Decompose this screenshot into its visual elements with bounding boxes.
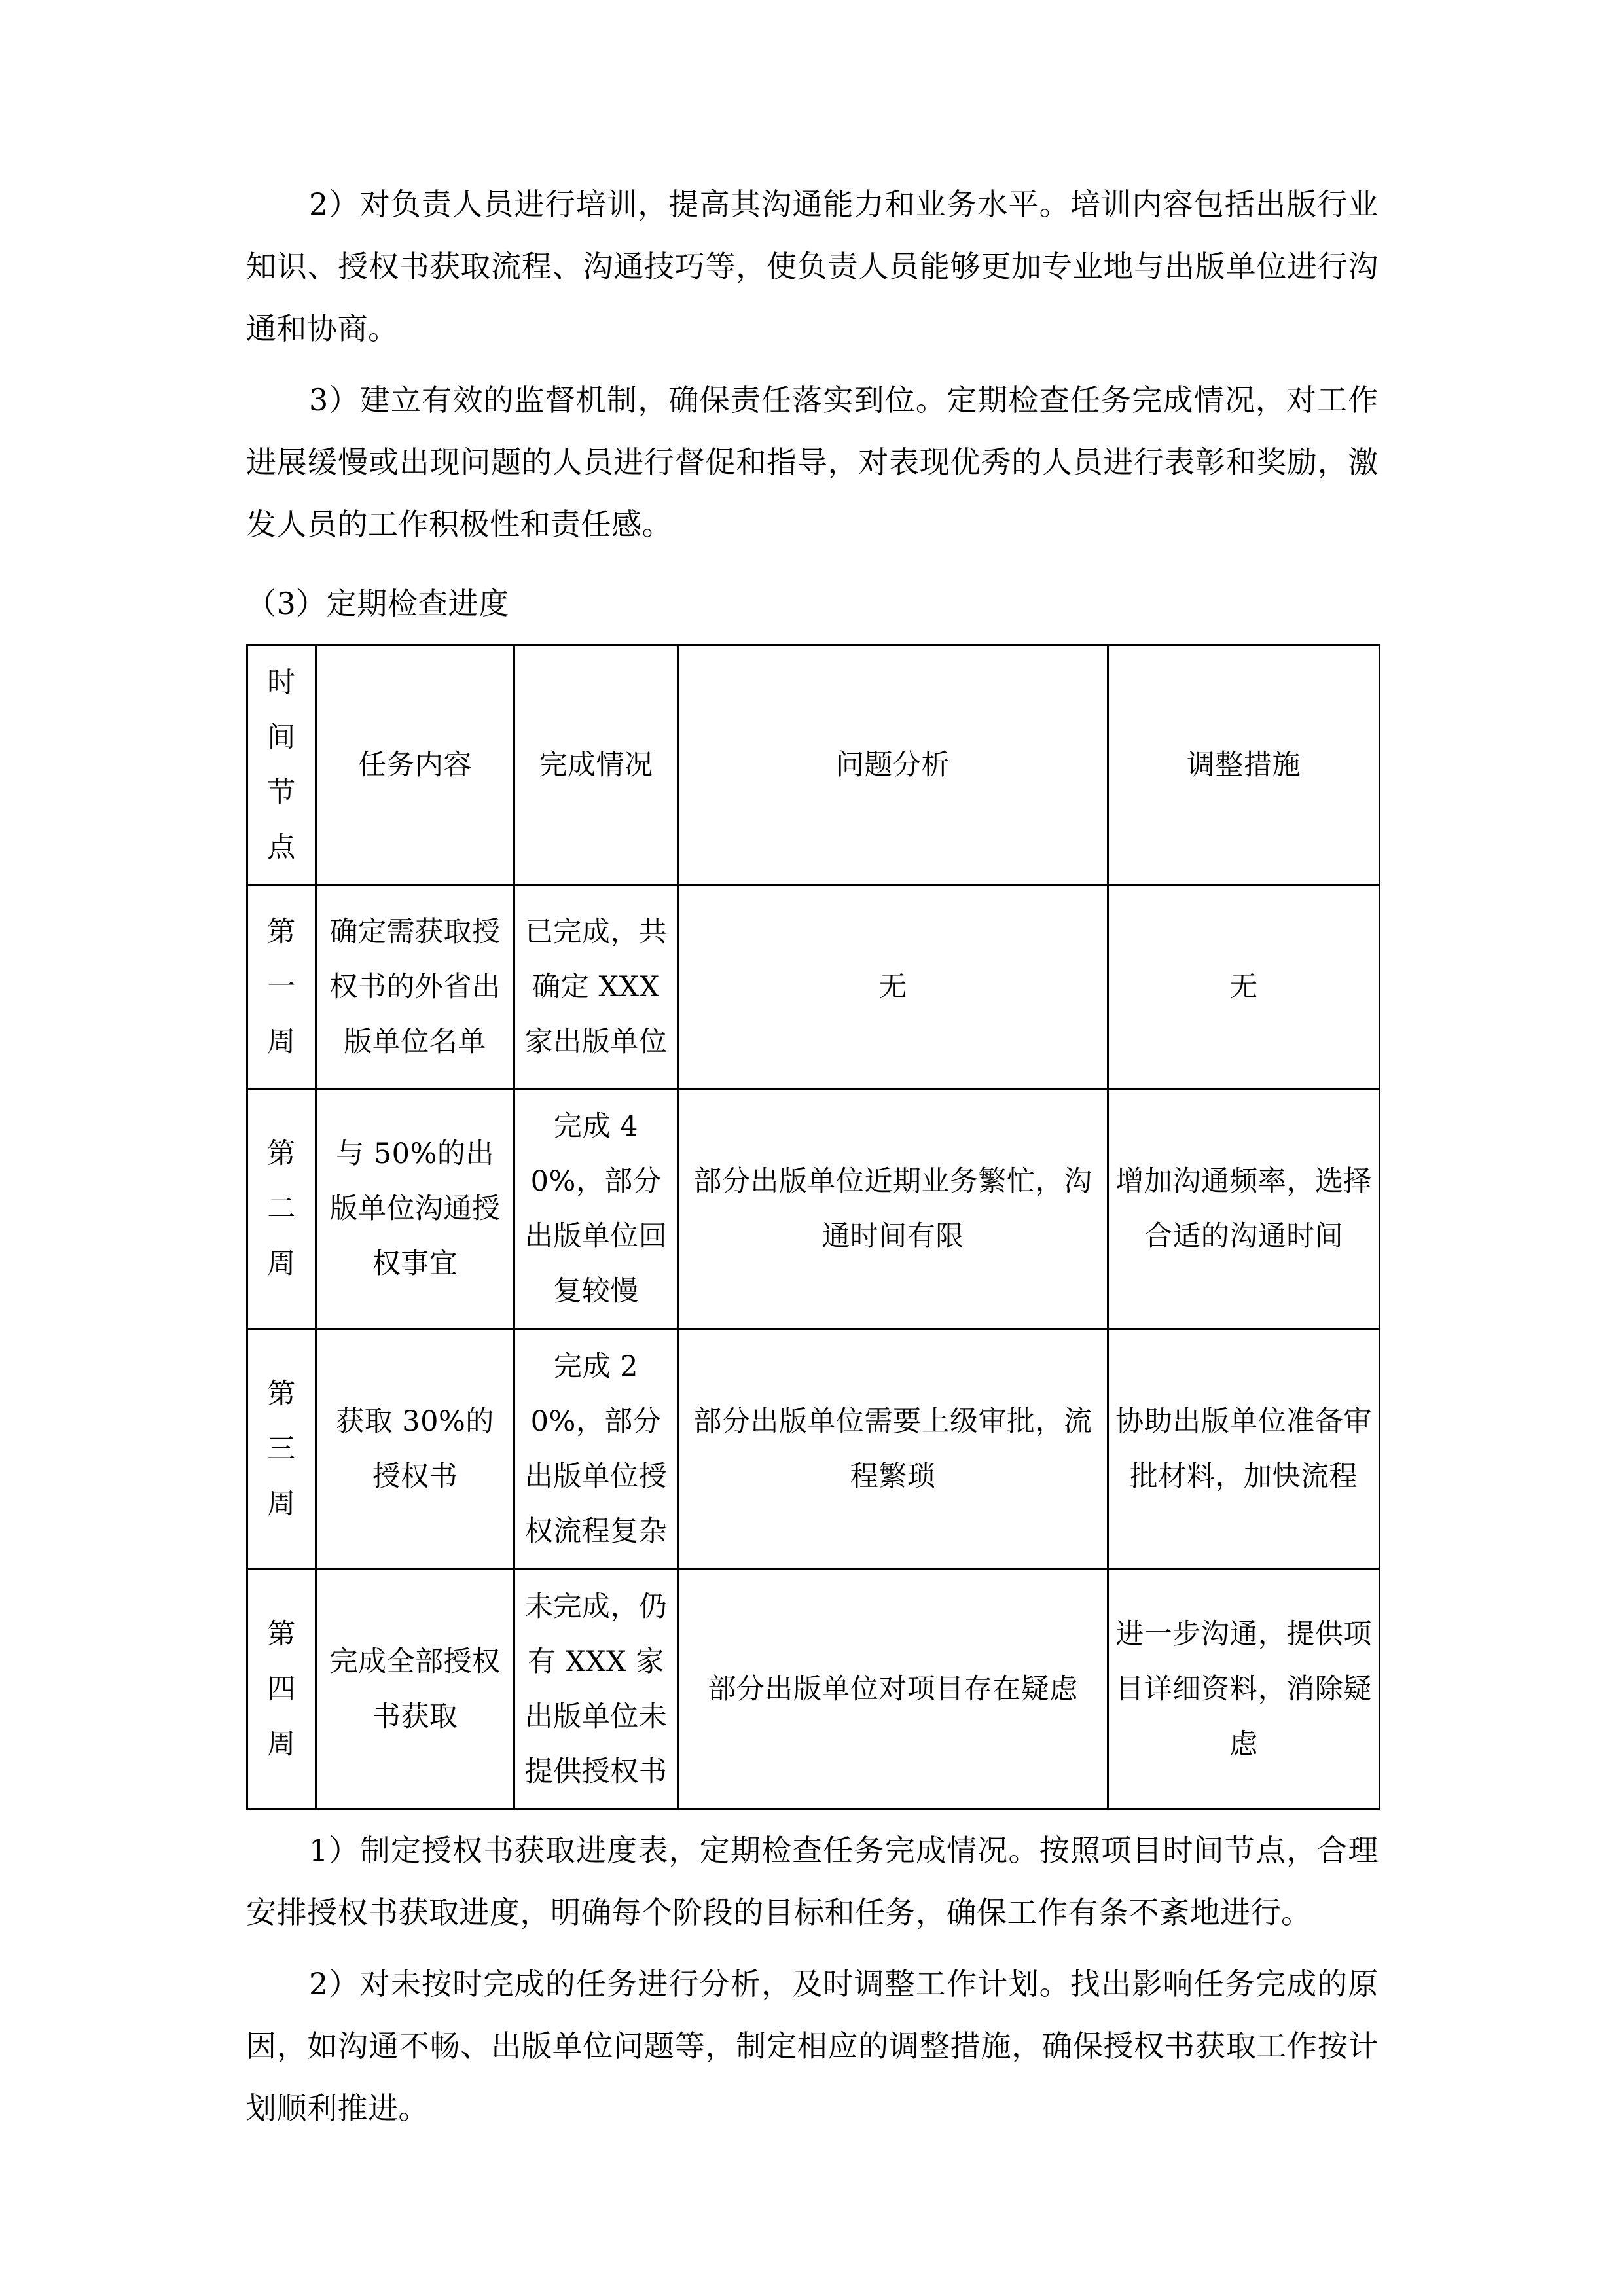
document-body — [246, 173, 1379, 2140]
paragraph-analysis: 2）对未按时完成的任务进行分析，及时调整工作计划。找出影响任务完成的原因，如沟通不畅、出版单位问题等，制定相应的调整措施，确保授权书获取工作按计划顺利推进。 — [246, 1966, 1379, 2126]
cell-task: 获取 30%的授权书 — [316, 1329, 514, 1570]
cell-time: 第二周 — [247, 1089, 316, 1329]
cell-issue: 部分出版单位对项目存在疑虑 — [678, 1570, 1108, 1810]
cell-issue: 部分出版单位近期业务繁忙，沟通时间有限 — [678, 1089, 1108, 1329]
table-header-task: 任务内容 — [316, 645, 514, 886]
table-header-status: 完成情况 — [514, 645, 678, 886]
cell-task: 完成全部授权书获取 — [316, 1570, 514, 1810]
cell-action: 协助出版单位准备审批材料，加快流程 — [1108, 1329, 1380, 1570]
cell-status: 完成 20%，部分出版单位授权流程复杂 — [514, 1329, 678, 1570]
paragraph-supervision: 3）建立有效的监督机制，确保责任落实到位。定期检查任务完成情况，对工作进展缓慢或出现问题的人员进行督促和指导，对表现优秀的人员进行表彰和奖励，激发人员的工作积极性和责任感。 — [246, 382, 1379, 542]
cell-issue: 部分出版单位需要上级审批，流程繁琐 — [678, 1329, 1108, 1570]
table-row — [247, 1570, 1380, 1810]
cell-task: 确定需获取授权书的外省出版单位名单 — [316, 886, 514, 1089]
paragraph-schedule: 1）制定授权书获取进度表，定期检查任务完成情况。按照项目时间节点，合理安排授权书获取进度，明确每个阶段的目标和任务，确保工作有条不紊地进行。 — [246, 1833, 1379, 1930]
table-header-action: 调整措施 — [1108, 645, 1380, 886]
table-spacer-bottom — [246, 1810, 1379, 1820]
heading-spacer — [246, 556, 1379, 573]
cell-status: 已完成，共确定 XXX 家出版单位 — [514, 886, 678, 1089]
cell-time: 第三周 — [247, 1329, 316, 1570]
cell-time: 第一周 — [247, 886, 316, 1089]
cell-action: 进一步沟通，提供项目详细资料，消除疑虑 — [1108, 1570, 1380, 1810]
table-header — [247, 645, 1380, 886]
cell-status: 完成 40%，部分出版单位回复较慢 — [514, 1089, 678, 1329]
section-heading: （3）定期检查进度 — [246, 586, 509, 621]
progress-schedule-table — [246, 644, 1380, 1810]
cell-action: 无 — [1108, 886, 1380, 1089]
cell-action: 增加沟通频率，选择合适的沟通时间 — [1108, 1089, 1380, 1329]
table-spacer-top — [246, 635, 1379, 644]
table-header-issue: 问题分析 — [678, 645, 1108, 886]
paragraph-training: 2）对负责人员进行培训，提高其沟通能力和业务水平。培训内容包括出版行业知识、授权书获取流程、沟通技巧等，使负责人员能够更加专业地与出版单位进行沟通和协商。 — [246, 187, 1379, 346]
table-row — [247, 1089, 1380, 1329]
paragraph-spacer-2 — [246, 1944, 1379, 1953]
table-header-time: 时间节点 — [247, 645, 316, 886]
table-body — [247, 886, 1380, 1810]
cell-task: 与 50%的出版单位沟通授权事宜 — [316, 1089, 514, 1329]
table-row — [247, 886, 1380, 1089]
cell-issue: 无 — [678, 886, 1108, 1089]
table-row — [247, 1329, 1380, 1570]
cell-status: 未完成，仍有 XXX 家出版单位未提供授权书 — [514, 1570, 678, 1810]
paragraph-spacer — [246, 360, 1379, 369]
cell-time: 第四周 — [247, 1570, 316, 1810]
table-header-row — [247, 645, 1380, 886]
